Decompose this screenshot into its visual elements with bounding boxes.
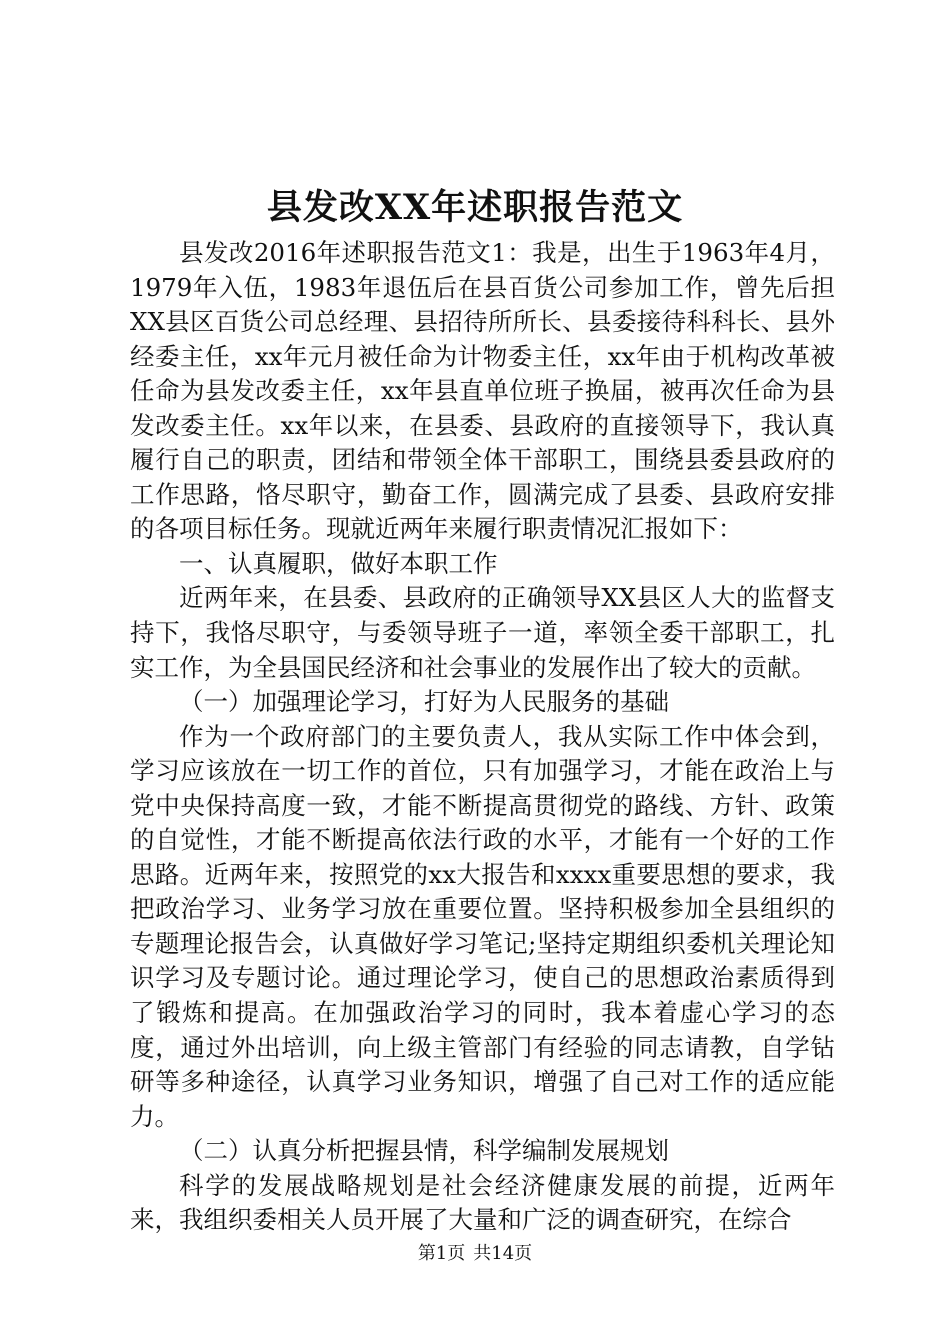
page-total: 共14页 bbox=[473, 1243, 533, 1264]
page-number: 第1页 bbox=[417, 1243, 466, 1264]
heading-subsection-1: （一）加强理论学习，打好为人民服务的基础 bbox=[179, 687, 669, 717]
page-footer bbox=[0, 1241, 950, 1267]
paragraph-intro: 县发改2016年述职报告范文1：我是，出生于1963年4月，1979年入伍，1983年退伍后在县百货公司参加工作，曾先后担XX县区百货公司总经理、县招待所所长、县委接待科科长、县外经委主任，xx年元月被任命为计物委主任，xx年由于机构改革被任命为县发改委主任，xx年县直单位班子换届，被再次任命为县发改委主任。xx年以来，在县委、县政府的直接领导下，我认真履行自己的职责，团结和带领全体干部职工，围绕县委县政府的工作思路，恪尽职守，勤奋工作，圆满完成了县委、县政府安排的各项目标任务。现就近两年来履行职责情况汇报如下： bbox=[130, 238, 835, 544]
heading-subsection-2: （二）认真分析把握县情，科学编制发展规划 bbox=[179, 1136, 669, 1166]
paragraph-subsection-1: 作为一个政府部门的主要负责人，我从实际工作中体会到，学习应该放在一切工作的首位，只有加强学习，才能在政治上与党中央保持高度一致，才能不断提高贯彻党的路线、方针、政策的自觉性，才能不断提高依法行政的水平，才能有一个好的工作思路。近两年来，按照党的xx大报告和xxxx重要思想的要求，我把政治学习、业务学习放在重要位置。坚持积极参加全县组织的专题理论报告会，认真做好学习笔记;坚持定期组织委机关理论知识学习及专题讨论。通过理论学习，使自己的思想政治素质得到了锻炼和提高。在加强政治学习的同时，我本着虚心学习的态度，通过外出培训，向上级主管部门有经验的同志请教，自学钻研等多种途径，认真学习业务知识，增强了自己对工作的适应能力。 bbox=[130, 721, 835, 1131]
paragraph-section-1: 近两年来，在县委、县政府的正确领导XX县区人大的监督支持下，我恪尽职守，与委领导班子一道，率领全委干部职工，扎实工作，为全县国民经济和社会事业的发展作出了较大的贡献。 bbox=[130, 583, 835, 682]
document-body bbox=[130, 236, 835, 1238]
document-title: 县发改XX年述职报告范文 bbox=[266, 187, 684, 228]
paragraph-subsection-2: 科学的发展战略规划是社会经济健康发展的前提，近两年来，我组织委相关人员开展了大量和广泛的调查研究，在综合 bbox=[130, 1170, 835, 1235]
heading-section-1: 一、认真履职，做好本职工作 bbox=[179, 548, 498, 578]
